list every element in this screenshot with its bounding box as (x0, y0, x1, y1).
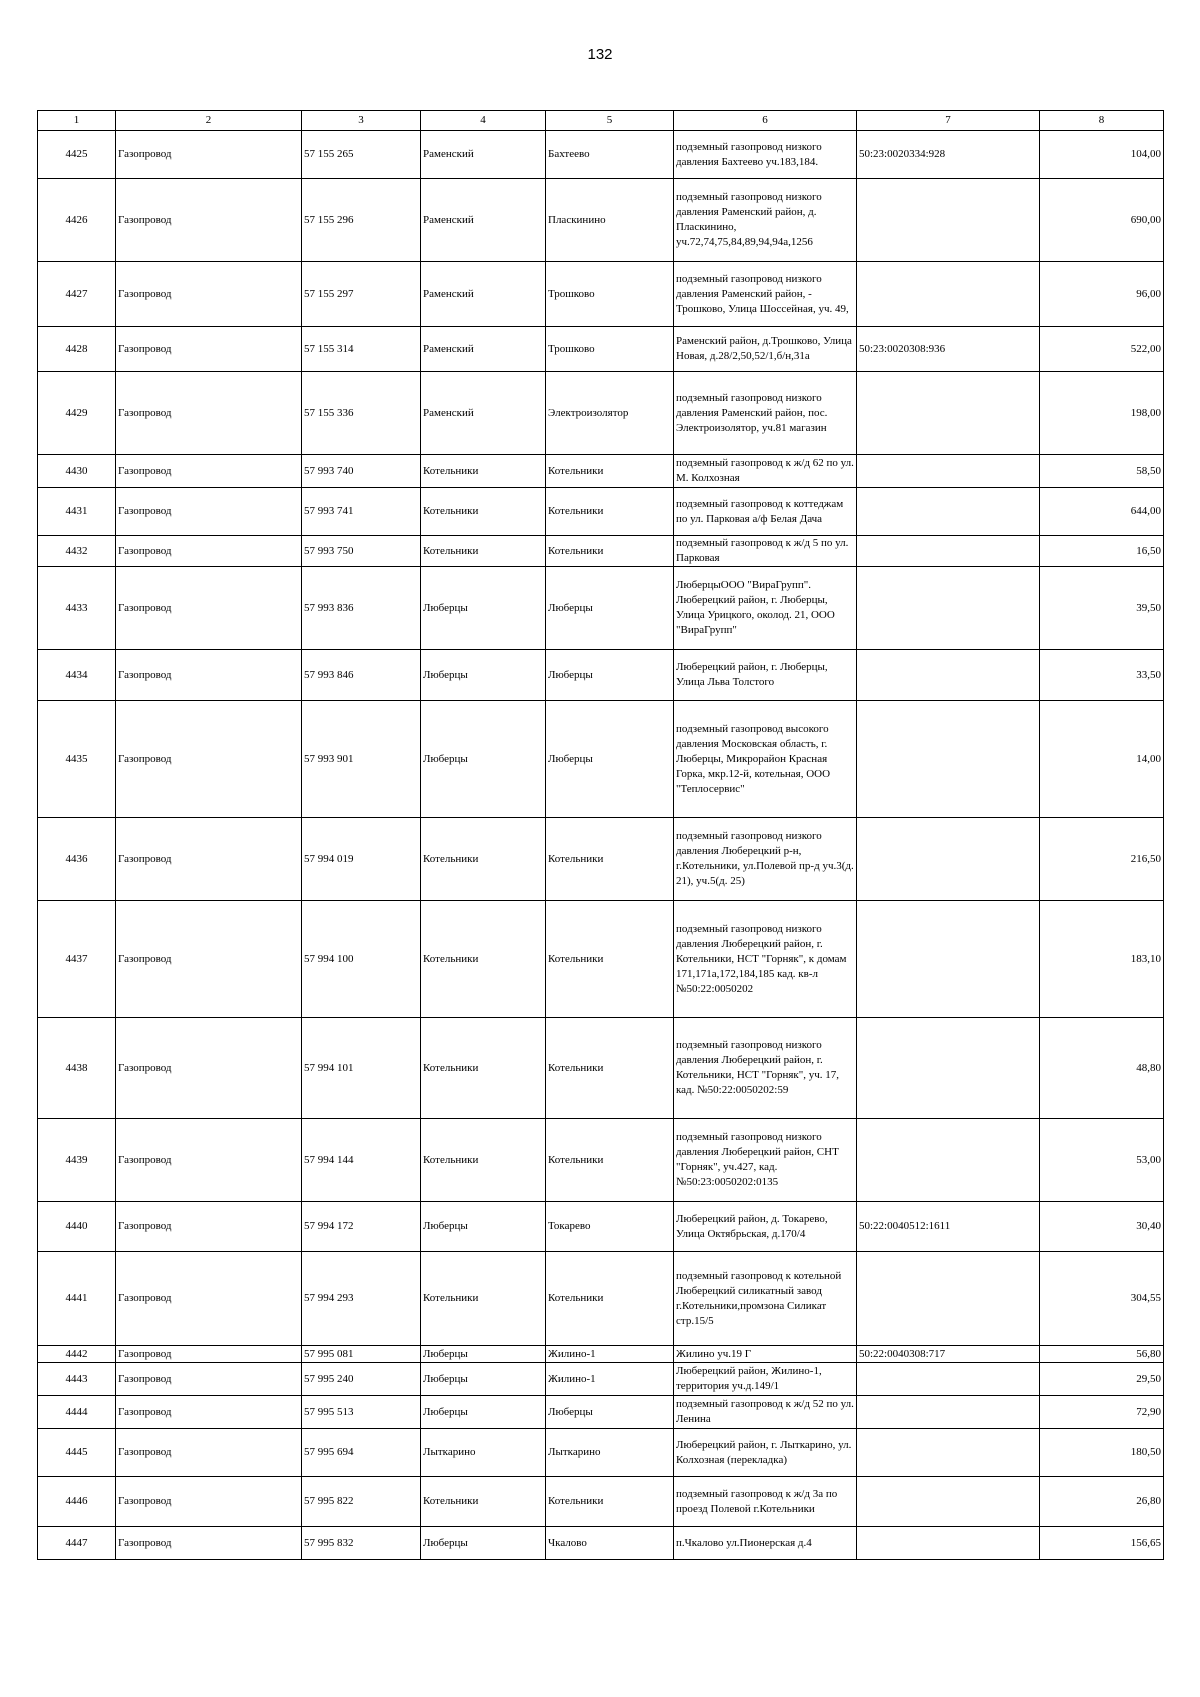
length-value: 30,40 (1040, 1202, 1164, 1252)
settlement: Чкалово (546, 1527, 674, 1560)
object-type: Газопровод (116, 1119, 302, 1202)
district: Люберцы (421, 1363, 546, 1396)
settlement: Котельники (546, 1252, 674, 1346)
district: Люберцы (421, 650, 546, 701)
header-row (38, 111, 1164, 131)
settlement: Котельники (546, 901, 674, 1018)
table-row (38, 179, 1164, 262)
row-number: 4445 (38, 1429, 116, 1477)
row-number: 4442 (38, 1346, 116, 1363)
cadastral-number (857, 1527, 1040, 1560)
district: Котельники (421, 1252, 546, 1346)
cadastral-number (857, 701, 1040, 818)
column-header: 6 (674, 111, 857, 131)
cadastral-number (857, 179, 1040, 262)
object-type: Газопровод (116, 1018, 302, 1119)
length-value: 16,50 (1040, 536, 1164, 567)
settlement: Электроизолятор (546, 372, 674, 455)
cadastral-number (857, 1477, 1040, 1527)
settlement: Люберцы (546, 567, 674, 650)
settlement: Жилино-1 (546, 1346, 674, 1363)
table-row (38, 650, 1164, 701)
object-type: Газопровод (116, 372, 302, 455)
row-number: 4440 (38, 1202, 116, 1252)
cadastral-number (857, 455, 1040, 488)
table-row (38, 1202, 1164, 1252)
table-row (38, 901, 1164, 1018)
district: Раменский (421, 327, 546, 372)
district: Котельники (421, 1477, 546, 1527)
district: Люберцы (421, 701, 546, 818)
object-type: Газопровод (116, 818, 302, 901)
settlement: Котельники (546, 1119, 674, 1202)
district: Котельники (421, 901, 546, 1018)
settlement: Котельники (546, 1477, 674, 1527)
table-row (38, 1346, 1164, 1363)
object-type: Газопровод (116, 1363, 302, 1396)
address-description: подземный газопровод к котельной Люберецкий силикатный завод г.Котельники,промзона Силикат стр.15/5 (674, 1252, 857, 1346)
cadastral-number (857, 1252, 1040, 1346)
length-value: 104,00 (1040, 131, 1164, 179)
row-number: 4447 (38, 1527, 116, 1560)
settlement: Котельники (546, 1018, 674, 1119)
row-number: 4428 (38, 327, 116, 372)
district: Котельники (421, 536, 546, 567)
object-type: Газопровод (116, 327, 302, 372)
length-value: 180,50 (1040, 1429, 1164, 1477)
table-row (38, 372, 1164, 455)
page-number: 132 (587, 46, 613, 63)
length-value: 198,00 (1040, 372, 1164, 455)
table-row (38, 455, 1164, 488)
row-number: 4425 (38, 131, 116, 179)
cadastral-number (857, 650, 1040, 701)
row-number: 4427 (38, 262, 116, 327)
district: Котельники (421, 1119, 546, 1202)
length-value: 304,55 (1040, 1252, 1164, 1346)
code: 57 994 144 (302, 1119, 421, 1202)
settlement: Лыткарино (546, 1429, 674, 1477)
district: Люберцы (421, 567, 546, 650)
district: Люберцы (421, 1346, 546, 1363)
settlement: Жилино-1 (546, 1363, 674, 1396)
code: 57 993 740 (302, 455, 421, 488)
object-type: Газопровод (116, 1396, 302, 1429)
district: Котельники (421, 818, 546, 901)
table-row (38, 327, 1164, 372)
length-value: 58,50 (1040, 455, 1164, 488)
code: 57 995 081 (302, 1346, 421, 1363)
column-header: 2 (116, 111, 302, 131)
settlement: Трошково (546, 327, 674, 372)
settlement: Пласкинино (546, 179, 674, 262)
object-type: Газопровод (116, 701, 302, 818)
cadastral-number (857, 372, 1040, 455)
length-value: 644,00 (1040, 488, 1164, 536)
district: Люберцы (421, 1527, 546, 1560)
address-description: подземный газопровод низкого давления Раменский район, д. Пласкинино, уч.72,74,75,84,89,94,94а,1256 (674, 179, 857, 262)
cadastral-number (857, 536, 1040, 567)
code: 57 994 172 (302, 1202, 421, 1252)
address-description: подземный газопровод низкого давления Раменский район, пос. Электроизолятор, уч.81 магазин (674, 372, 857, 455)
district: Раменский (421, 262, 546, 327)
address-description: Люберецкий район, Жилино-1, территория уч.д.149/1 (674, 1363, 857, 1396)
code: 57 155 265 (302, 131, 421, 179)
code: 57 994 101 (302, 1018, 421, 1119)
address-description: подземный газопровод низкого давления Люберецкий р-н, г.Котельники, ул.Полевой пр-д уч.3(д. 21), уч.5(д. 25) (674, 818, 857, 901)
address-description: Раменский район, д.Трошково, Улица Новая, д.28/2,50,52/1,б/н,31а (674, 327, 857, 372)
address-description: подземный газопровод к ж/д 52 по ул. Ленина (674, 1396, 857, 1429)
object-type: Газопровод (116, 1202, 302, 1252)
code: 57 993 846 (302, 650, 421, 701)
object-type: Газопровод (116, 536, 302, 567)
cadastral-number (857, 262, 1040, 327)
district: Котельники (421, 1018, 546, 1119)
row-number: 4426 (38, 179, 116, 262)
code: 57 995 240 (302, 1363, 421, 1396)
address-description: п.Чкалово ул.Пионерская д.4 (674, 1527, 857, 1560)
table-row (38, 1527, 1164, 1560)
length-value: 33,50 (1040, 650, 1164, 701)
settlement: Токарево (546, 1202, 674, 1252)
table-row (38, 536, 1164, 567)
object-type: Газопровод (116, 650, 302, 701)
row-number: 4434 (38, 650, 116, 701)
length-value: 690,00 (1040, 179, 1164, 262)
table-body (38, 131, 1164, 1560)
cadastral-number (857, 1119, 1040, 1202)
table-row (38, 488, 1164, 536)
length-value: 29,50 (1040, 1363, 1164, 1396)
row-number: 4446 (38, 1477, 116, 1527)
code: 57 155 297 (302, 262, 421, 327)
column-header: 4 (421, 111, 546, 131)
row-number: 4443 (38, 1363, 116, 1396)
cadastral-number (857, 488, 1040, 536)
code: 57 995 832 (302, 1527, 421, 1560)
address-description: Люберецкий район, г. Люберцы, Улица Льва Толстого (674, 650, 857, 701)
settlement: Люберцы (546, 1396, 674, 1429)
object-type: Газопровод (116, 1477, 302, 1527)
object-type: Газопровод (116, 262, 302, 327)
length-value: 48,80 (1040, 1018, 1164, 1119)
code: 57 993 901 (302, 701, 421, 818)
settlement: Трошково (546, 262, 674, 327)
length-value: 72,90 (1040, 1396, 1164, 1429)
code: 57 155 314 (302, 327, 421, 372)
district: Лыткарино (421, 1429, 546, 1477)
table-row (38, 1477, 1164, 1527)
code: 57 994 293 (302, 1252, 421, 1346)
length-value: 522,00 (1040, 327, 1164, 372)
row-number: 4436 (38, 818, 116, 901)
code: 57 155 336 (302, 372, 421, 455)
object-type: Газопровод (116, 1527, 302, 1560)
row-number: 4438 (38, 1018, 116, 1119)
district: Котельники (421, 488, 546, 536)
object-type: Газопровод (116, 1252, 302, 1346)
cadastral-number: 50:22:0040512:1611 (857, 1202, 1040, 1252)
length-value: 53,00 (1040, 1119, 1164, 1202)
address-description: подземный газопровод к ж/д 5 по ул. Парковая (674, 536, 857, 567)
code: 57 993 836 (302, 567, 421, 650)
address-description: подземный газопровод высокого давления Московская область, г. Люберцы, Микрорайон Красная Горка, мкр.12-й, котельная, ООО "Теплосервис" (674, 701, 857, 818)
code: 57 155 296 (302, 179, 421, 262)
code: 57 994 100 (302, 901, 421, 1018)
district: Люберцы (421, 1202, 546, 1252)
address-description: подземный газопровод к ж/д 62 по ул. М. Колхозная (674, 455, 857, 488)
row-number: 4432 (38, 536, 116, 567)
object-type: Газопровод (116, 131, 302, 179)
table-row (38, 131, 1164, 179)
object-type: Газопровод (116, 1429, 302, 1477)
address-description: Люберецкий район, д. Токарево, Улица Октябрьская, д.170/4 (674, 1202, 857, 1252)
row-number: 4441 (38, 1252, 116, 1346)
settlement: Котельники (546, 536, 674, 567)
district: Котельники (421, 455, 546, 488)
settlement: Люберцы (546, 701, 674, 818)
code: 57 993 741 (302, 488, 421, 536)
row-number: 4433 (38, 567, 116, 650)
code: 57 993 750 (302, 536, 421, 567)
cadastral-number: 50:23:0020334:928 (857, 131, 1040, 179)
length-value: 26,80 (1040, 1477, 1164, 1527)
row-number: 4435 (38, 701, 116, 818)
code: 57 995 694 (302, 1429, 421, 1477)
column-header: 3 (302, 111, 421, 131)
object-type: Газопровод (116, 1346, 302, 1363)
length-value: 183,10 (1040, 901, 1164, 1018)
object-type: Газопровод (116, 455, 302, 488)
code: 57 994 019 (302, 818, 421, 901)
cadastral-number (857, 818, 1040, 901)
settlement: Люберцы (546, 650, 674, 701)
column-header: 1 (38, 111, 116, 131)
table-row (38, 1429, 1164, 1477)
district: Раменский (421, 179, 546, 262)
length-value: 14,00 (1040, 701, 1164, 818)
address-description: подземный газопровод низкого давления Люберецкий район, СНТ "Горняк", уч.427, кад.№50:23:0050202:0135 (674, 1119, 857, 1202)
table-row (38, 262, 1164, 327)
address-description: Люберецкий район, г. Лыткарино, ул. Колхозная (перекладка) (674, 1429, 857, 1477)
object-type: Газопровод (116, 567, 302, 650)
table-row (38, 701, 1164, 818)
table-row (38, 818, 1164, 901)
district: Раменский (421, 131, 546, 179)
cadastral-number (857, 567, 1040, 650)
row-number: 4430 (38, 455, 116, 488)
object-type: Газопровод (116, 488, 302, 536)
column-header: 5 (546, 111, 674, 131)
address-description: подземный газопровод низкого давления Люберецкий район, г. Котельники, НСТ "Горняк", уч. 17, кад. №50:22:0050202:59 (674, 1018, 857, 1119)
column-header: 7 (857, 111, 1040, 131)
row-number: 4429 (38, 372, 116, 455)
row-number: 4437 (38, 901, 116, 1018)
address-description: подземный газопровод к ж/д 3а по проезд Полевой г.Котельники (674, 1477, 857, 1527)
gas-pipeline-registry-table (37, 110, 1164, 1560)
code: 57 995 822 (302, 1477, 421, 1527)
address-description: подземный газопровод низкого давления Люберецкий район, г. Котельники, НСТ "Горняк", к домам 171,171а,172,184,185 кад. кв-л №50:22:0050202 (674, 901, 857, 1018)
table-row (38, 1119, 1164, 1202)
cadastral-number (857, 1429, 1040, 1477)
address-description: подземный газопровод низкого давления Бахтеево уч.183,184. (674, 131, 857, 179)
length-value: 56,80 (1040, 1346, 1164, 1363)
table-row (38, 1363, 1164, 1396)
district: Люберцы (421, 1396, 546, 1429)
length-value: 39,50 (1040, 567, 1164, 650)
address-description: подземный газопровод низкого давления Раменский район, - Трошково, Улица Шоссейная, уч. 49, (674, 262, 857, 327)
cadastral-number: 50:22:0040308:717 (857, 1346, 1040, 1363)
code: 57 995 513 (302, 1396, 421, 1429)
settlement: Бахтеево (546, 131, 674, 179)
settlement: Котельники (546, 455, 674, 488)
address-description: Жилино уч.19 Г (674, 1346, 857, 1363)
object-type: Газопровод (116, 901, 302, 1018)
district: Раменский (421, 372, 546, 455)
cadastral-number: 50:23:0020308:936 (857, 327, 1040, 372)
cadastral-number (857, 1018, 1040, 1119)
cadastral-number (857, 901, 1040, 1018)
row-number: 4439 (38, 1119, 116, 1202)
object-type: Газопровод (116, 179, 302, 262)
column-header: 8 (1040, 111, 1164, 131)
table-row (38, 1396, 1164, 1429)
settlement: Котельники (546, 818, 674, 901)
cadastral-number (857, 1396, 1040, 1429)
address-description: ЛюберцыООО "ВираГрупп". Люберецкий район, г. Люберцы, Улица Урицкого, околод. 21, ООО "ВираГрупп" (674, 567, 857, 650)
length-value: 156,65 (1040, 1527, 1164, 1560)
length-value: 96,00 (1040, 262, 1164, 327)
row-number: 4431 (38, 488, 116, 536)
table-row (38, 1252, 1164, 1346)
address-description: подземный газопровод к коттеджам по ул. Парковая а/ф Белая Дача (674, 488, 857, 536)
settlement: Котельники (546, 488, 674, 536)
cadastral-number (857, 1363, 1040, 1396)
table-row (38, 1018, 1164, 1119)
table-row (38, 567, 1164, 650)
row-number: 4444 (38, 1396, 116, 1429)
length-value: 216,50 (1040, 818, 1164, 901)
